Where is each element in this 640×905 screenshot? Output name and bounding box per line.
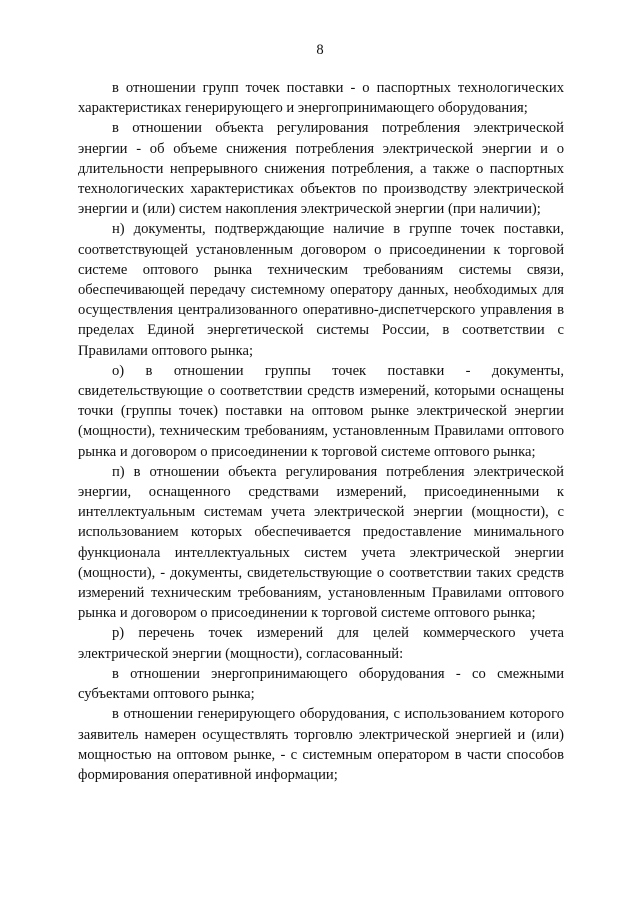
paragraph-regulation-object-info: в отношении объекта регулирования потребления электрической энергии - об объеме снижения потребления электрической энергии и о длительности непрерывного снижения потребления, а также о паспортных технологических характеристиках объектов по производству электрической энергии и (или) систем накопления электрической энергии (при наличии); <box>78 120 564 218</box>
paragraph-item-o-measurement-docs: о) в отношении группы точек поставки - документы, свидетельствующие о соответствии средств измерений, которыми оснащены точки (группы точек) поставки на оптовом рынке электрической энергии (мощности), техническим требованиям, установленным Правилами оптового рынка и договором о присоединении к торговой системе оптового рынка; <box>78 362 564 460</box>
paragraph-item-r-measurement-points-list: р) перечень точек измерений для целей коммерческого учета электрической энергии (мощности), согласованный: <box>78 625 564 662</box>
paragraph-consumer-equipment-agreement: в отношении энергопринимающего оборудования - со смежными субъектами оптового рынка; <box>78 665 564 703</box>
paragraph-group-points-characteristics: в отношении групп точек поставки - о паспортных технологических характеристиках генерирующего и энергопринимающего оборудования; <box>78 80 564 117</box>
paragraph-item-p-smart-metering-docs: п) в отношении объекта регулирования потребления электрической энергии, оснащенного средствами измерений, присоединенными к интеллектуальным системам учета электрической энергии (мощности), с использованием которых обеспечивается предоставление минимального функционала интеллектуальных систем учета электрической энергии (мощности), - документы, свидетельствующие о соответствии таких средств измерений техническим требованиям, установленным Правилами оптового рынка и договором о присоединении к торговой системе оптового рынка; <box>78 463 564 622</box>
document-body <box>78 78 564 785</box>
page-number: 8 <box>316 42 324 58</box>
paragraph-item-n-communication-docs: н) документы, подтверждающие наличие в группе точек поставки, соответствующей установленным договором о присоединении к торговой системе оптового рынка техническим требованиям системы связи, обеспечивающей передачу системному оператору данных, необходимых для осуществления централизованного оперативно-диспетчерского управления в пределах Единой энергетической системы России, в соответствии с Правилами оптового рынка; <box>78 221 564 359</box>
paragraph-generating-equipment-agreement: в отношении генерирующего оборудования, с использованием которого заявитель намерен осуществлять торговлю электрической энергией и (или) мощностью на оптовом рынке, - с системным оператором в части способов формирования оперативной информации; <box>78 706 564 783</box>
